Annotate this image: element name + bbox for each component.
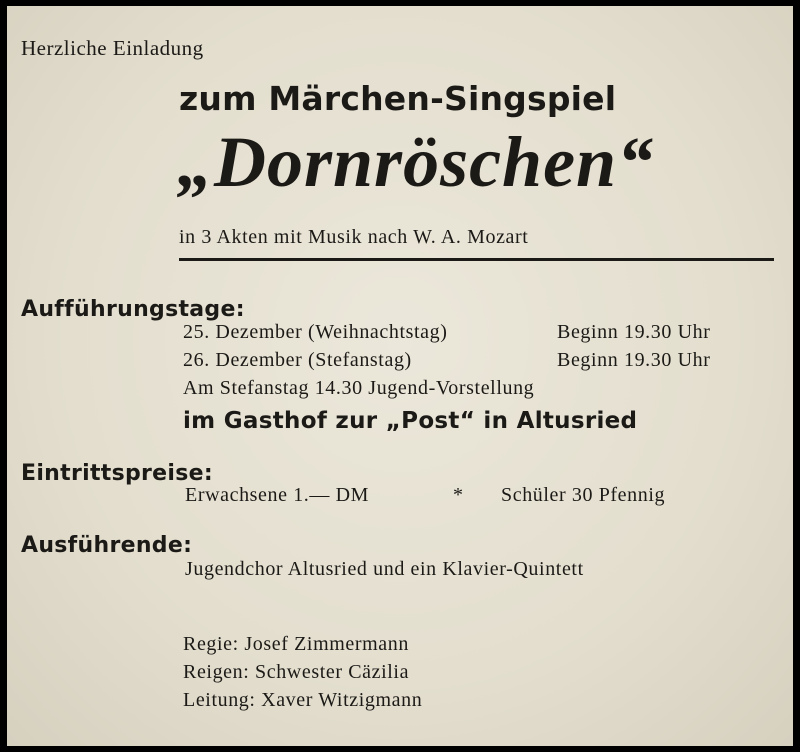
date-line-2: 26. Dezember (Stefanstag) [183, 349, 412, 371]
youth-show-line: Am Stefanstag 14.30 Jugend-Vorstellung [183, 377, 535, 399]
event-title: „Dornröschen“ [177, 122, 655, 202]
performers-line: Jugendchor Altusried und ein Klavier-Quintett [185, 558, 584, 580]
invitation-card [7, 6, 793, 746]
venue-line: im Gasthof zur „Post“ in Altusried [183, 408, 638, 434]
credit-director: Regie: Josef Zimmermann [183, 633, 409, 655]
credit-dance: Reigen: Schwester Cäzilia [183, 661, 410, 683]
date-start-2: Beginn 19.30 Uhr [557, 349, 711, 371]
acts-line: in 3 Akten mit Musik nach W. A. Mozart [179, 226, 529, 248]
divider-rule [179, 258, 774, 261]
date-line-1: 25. Dezember (Weihnachtstag) [183, 321, 448, 343]
date-start-1: Beginn 19.30 Uhr [557, 321, 711, 343]
student-price: Schüler 30 Pfennig [501, 484, 666, 506]
performers-heading: Ausführende: [21, 533, 193, 558]
price-separator: * [453, 484, 464, 506]
credit-conductor: Leitung: Xaver Witzigmann [183, 689, 423, 711]
event-subtitle: zum Märchen-Singspiel [179, 79, 617, 118]
performance-days-heading: Aufführungstage: [21, 297, 245, 322]
invitation-line: Herzliche Einladung [21, 36, 204, 60]
prices-heading: Eintrittspreise: [21, 461, 213, 486]
adult-price: Erwachsene 1.— DM [185, 484, 370, 506]
